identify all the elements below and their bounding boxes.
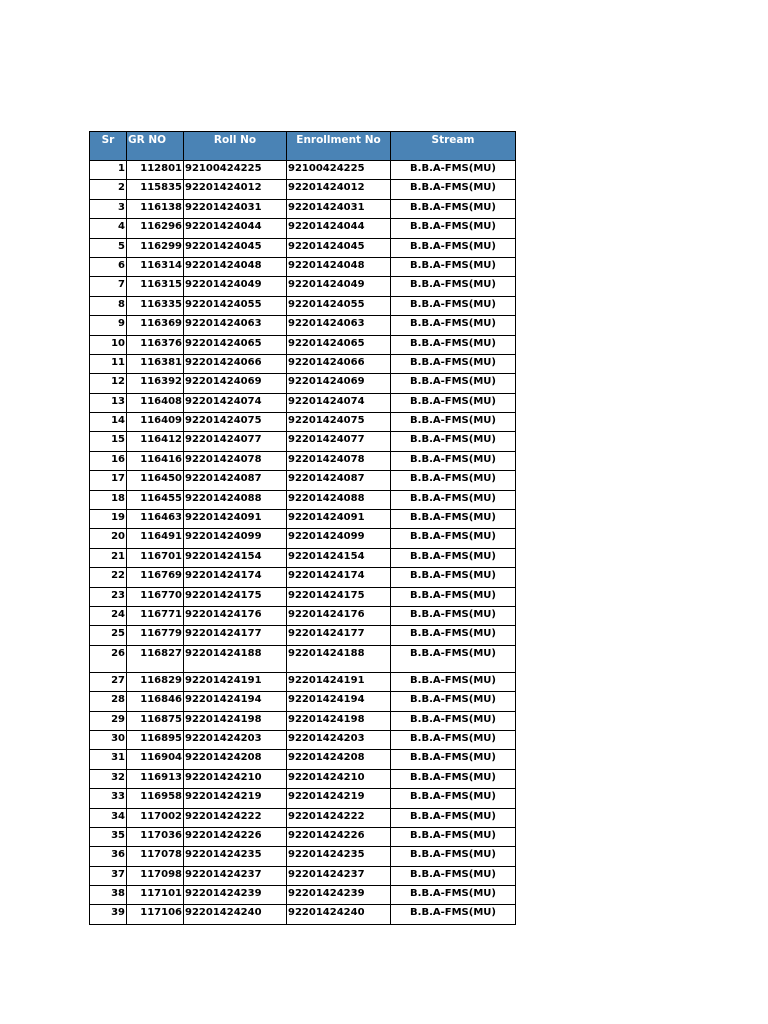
cell-sr: 15 [90,432,127,451]
cell-enrollment-no: 92201424239 [287,886,391,905]
cell-enrollment-no: 92201424240 [287,905,391,924]
cell-gr-no: 116875 [127,711,184,730]
cell-sr: 26 [90,645,127,672]
cell-sr: 23 [90,587,127,606]
cell-sr: 11 [90,354,127,373]
cell-stream: B.B.A-FMS(MU) [391,568,516,587]
cell-stream: B.B.A-FMS(MU) [391,335,516,354]
cell-gr-no: 117002 [127,808,184,827]
cell-roll-no: 92201424044 [184,219,287,238]
cell-stream: B.B.A-FMS(MU) [391,769,516,788]
cell-enrollment-no: 92201424012 [287,180,391,199]
table-row [90,490,516,509]
cell-roll-no: 92201424239 [184,886,287,905]
cell-stream: B.B.A-FMS(MU) [391,587,516,606]
cell-stream: B.B.A-FMS(MU) [391,847,516,866]
cell-stream: B.B.A-FMS(MU) [391,393,516,412]
cell-gr-no: 117101 [127,886,184,905]
cell-sr: 22 [90,568,127,587]
cell-roll-no: 92201424091 [184,510,287,529]
cell-stream: B.B.A-FMS(MU) [391,432,516,451]
cell-stream: B.B.A-FMS(MU) [391,238,516,257]
cell-roll-no: 92201424219 [184,789,287,808]
cell-enrollment-no: 92201424222 [287,808,391,827]
header-enrollment-no: Enrollment No [287,132,391,161]
table-row [90,672,516,691]
cell-enrollment-no: 92201424063 [287,316,391,335]
table-row [90,827,516,846]
cell-stream: B.B.A-FMS(MU) [391,886,516,905]
table-row [90,529,516,548]
header-gr-no: GR NO [127,132,184,161]
cell-stream: B.B.A-FMS(MU) [391,866,516,885]
cell-gr-no: 116376 [127,335,184,354]
cell-enrollment-no: 92201424045 [287,238,391,257]
cell-gr-no: 117106 [127,905,184,924]
cell-gr-no: 116829 [127,672,184,691]
cell-enrollment-no: 92201424203 [287,730,391,749]
cell-enrollment-no: 92201424055 [287,296,391,315]
cell-enrollment-no: 92201424099 [287,529,391,548]
cell-roll-no: 92201424188 [184,645,287,672]
cell-stream: B.B.A-FMS(MU) [391,692,516,711]
cell-sr: 12 [90,374,127,393]
cell-enrollment-no: 92201424074 [287,393,391,412]
cell-enrollment-no: 92201424198 [287,711,391,730]
table-row [90,238,516,257]
cell-stream: B.B.A-FMS(MU) [391,219,516,238]
table-row [90,866,516,885]
cell-enrollment-no: 92201424176 [287,606,391,625]
header-row [90,132,516,161]
cell-sr: 32 [90,769,127,788]
cell-sr: 5 [90,238,127,257]
cell-stream: B.B.A-FMS(MU) [391,161,516,180]
cell-sr: 38 [90,886,127,905]
cell-enrollment-no: 92201424154 [287,548,391,567]
cell-stream: B.B.A-FMS(MU) [391,606,516,625]
cell-stream: B.B.A-FMS(MU) [391,808,516,827]
cell-gr-no: 116314 [127,257,184,276]
cell-sr: 24 [90,606,127,625]
cell-enrollment-no: 92201424044 [287,219,391,238]
cell-stream: B.B.A-FMS(MU) [391,827,516,846]
table-row [90,750,516,769]
cell-sr: 8 [90,296,127,315]
cell-roll-no: 92201424099 [184,529,287,548]
table-row [90,374,516,393]
cell-gr-no: 116335 [127,296,184,315]
table-row [90,769,516,788]
cell-enrollment-no: 92201424077 [287,432,391,451]
cell-sr: 39 [90,905,127,924]
cell-enrollment-no: 92201424219 [287,789,391,808]
cell-gr-no: 116392 [127,374,184,393]
table-row [90,219,516,238]
cell-sr: 9 [90,316,127,335]
table-row [90,808,516,827]
cell-gr-no: 116771 [127,606,184,625]
cell-roll-no: 92201424045 [184,238,287,257]
cell-gr-no: 116846 [127,692,184,711]
cell-enrollment-no: 92201424237 [287,866,391,885]
cell-sr: 30 [90,730,127,749]
cell-roll-no: 92201424069 [184,374,287,393]
cell-stream: B.B.A-FMS(MU) [391,510,516,529]
cell-roll-no: 92201424176 [184,606,287,625]
cell-roll-no: 92201424191 [184,672,287,691]
cell-stream: B.B.A-FMS(MU) [391,257,516,276]
cell-roll-no: 92201424226 [184,827,287,846]
cell-sr: 31 [90,750,127,769]
cell-enrollment-no: 92201424066 [287,354,391,373]
cell-stream: B.B.A-FMS(MU) [391,750,516,769]
cell-roll-no: 92201424240 [184,905,287,924]
cell-sr: 16 [90,451,127,470]
cell-roll-no: 92201424203 [184,730,287,749]
cell-sr: 20 [90,529,127,548]
cell-stream: B.B.A-FMS(MU) [391,529,516,548]
cell-roll-no: 92201424235 [184,847,287,866]
cell-stream: B.B.A-FMS(MU) [391,789,516,808]
cell-roll-no: 92201424049 [184,277,287,296]
cell-sr: 33 [90,789,127,808]
table-row [90,606,516,625]
cell-roll-no: 92201424075 [184,413,287,432]
cell-roll-no: 92100424225 [184,161,287,180]
cell-enrollment-no: 92201424235 [287,847,391,866]
cell-gr-no: 116958 [127,789,184,808]
cell-gr-no: 116904 [127,750,184,769]
cell-enrollment-no: 92201424191 [287,672,391,691]
cell-roll-no: 92201424177 [184,626,287,645]
cell-stream: B.B.A-FMS(MU) [391,645,516,672]
cell-roll-no: 92201424175 [184,587,287,606]
cell-roll-no: 92201424078 [184,451,287,470]
cell-roll-no: 92201424222 [184,808,287,827]
table-row [90,905,516,924]
cell-roll-no: 92201424210 [184,769,287,788]
cell-gr-no: 117098 [127,866,184,885]
cell-gr-no: 117036 [127,827,184,846]
cell-sr: 36 [90,847,127,866]
cell-enrollment-no: 92201424210 [287,769,391,788]
cell-roll-no: 92201424074 [184,393,287,412]
cell-sr: 27 [90,672,127,691]
cell-gr-no: 116455 [127,490,184,509]
table-row [90,510,516,529]
cell-sr: 6 [90,257,127,276]
cell-gr-no: 116299 [127,238,184,257]
table-row [90,316,516,335]
cell-stream: B.B.A-FMS(MU) [391,354,516,373]
table-row [90,277,516,296]
cell-stream: B.B.A-FMS(MU) [391,490,516,509]
cell-gr-no: 116450 [127,471,184,490]
cell-sr: 4 [90,219,127,238]
cell-enrollment-no: 92201424194 [287,692,391,711]
cell-enrollment-no: 92201424208 [287,750,391,769]
cell-roll-no: 92201424198 [184,711,287,730]
cell-gr-no: 116827 [127,645,184,672]
cell-roll-no: 92201424063 [184,316,287,335]
cell-gr-no: 112801 [127,161,184,180]
cell-enrollment-no: 92100424225 [287,161,391,180]
table-row [90,161,516,180]
table-header [90,132,516,161]
table-row [90,335,516,354]
table-row [90,354,516,373]
cell-gr-no: 116416 [127,451,184,470]
cell-gr-no: 116895 [127,730,184,749]
cell-gr-no: 116779 [127,626,184,645]
cell-gr-no: 116769 [127,568,184,587]
cell-gr-no: 117078 [127,847,184,866]
cell-gr-no: 116409 [127,413,184,432]
cell-sr: 34 [90,808,127,827]
table-body [90,161,516,925]
cell-roll-no: 92201424237 [184,866,287,885]
cell-gr-no: 116315 [127,277,184,296]
cell-enrollment-no: 92201424226 [287,827,391,846]
cell-gr-no: 116412 [127,432,184,451]
cell-sr: 14 [90,413,127,432]
cell-roll-no: 92201424066 [184,354,287,373]
cell-sr: 29 [90,711,127,730]
table-row [90,471,516,490]
cell-stream: B.B.A-FMS(MU) [391,316,516,335]
cell-gr-no: 116770 [127,587,184,606]
cell-enrollment-no: 92201424188 [287,645,391,672]
cell-enrollment-no: 92201424078 [287,451,391,470]
cell-roll-no: 92201424154 [184,548,287,567]
cell-sr: 21 [90,548,127,567]
table-row [90,645,516,672]
cell-sr: 7 [90,277,127,296]
table-row [90,393,516,412]
cell-enrollment-no: 92201424049 [287,277,391,296]
cell-roll-no: 92201424065 [184,335,287,354]
cell-sr: 18 [90,490,127,509]
cell-enrollment-no: 92201424065 [287,335,391,354]
cell-sr: 1 [90,161,127,180]
cell-stream: B.B.A-FMS(MU) [391,711,516,730]
cell-sr: 13 [90,393,127,412]
cell-roll-no: 92201424087 [184,471,287,490]
table-row [90,789,516,808]
cell-gr-no: 115835 [127,180,184,199]
header-stream: Stream [391,132,516,161]
cell-stream: B.B.A-FMS(MU) [391,672,516,691]
cell-sr: 17 [90,471,127,490]
cell-stream: B.B.A-FMS(MU) [391,180,516,199]
cell-roll-no: 92201424012 [184,180,287,199]
cell-stream: B.B.A-FMS(MU) [391,905,516,924]
cell-sr: 28 [90,692,127,711]
cell-stream: B.B.A-FMS(MU) [391,451,516,470]
cell-enrollment-no: 92201424177 [287,626,391,645]
table-row [90,886,516,905]
cell-enrollment-no: 92201424075 [287,413,391,432]
cell-enrollment-no: 92201424087 [287,471,391,490]
cell-enrollment-no: 92201424088 [287,490,391,509]
table-row [90,180,516,199]
cell-gr-no: 116138 [127,199,184,218]
cell-enrollment-no: 92201424031 [287,199,391,218]
cell-sr: 25 [90,626,127,645]
table-row [90,432,516,451]
cell-enrollment-no: 92201424091 [287,510,391,529]
cell-stream: B.B.A-FMS(MU) [391,413,516,432]
header-sr: Sr [90,132,127,161]
cell-stream: B.B.A-FMS(MU) [391,626,516,645]
cell-enrollment-no: 92201424174 [287,568,391,587]
header-roll-no: Roll No [184,132,287,161]
cell-roll-no: 92201424048 [184,257,287,276]
cell-stream: B.B.A-FMS(MU) [391,548,516,567]
cell-gr-no: 116296 [127,219,184,238]
cell-sr: 35 [90,827,127,846]
cell-roll-no: 92201424194 [184,692,287,711]
cell-enrollment-no: 92201424048 [287,257,391,276]
table-row [90,199,516,218]
table-row [90,730,516,749]
cell-gr-no: 116913 [127,769,184,788]
cell-gr-no: 116491 [127,529,184,548]
table-row [90,257,516,276]
cell-roll-no: 92201424174 [184,568,287,587]
cell-stream: B.B.A-FMS(MU) [391,374,516,393]
table-row [90,847,516,866]
table-row [90,548,516,567]
cell-sr: 2 [90,180,127,199]
cell-sr: 37 [90,866,127,885]
cell-stream: B.B.A-FMS(MU) [391,199,516,218]
cell-roll-no: 92201424208 [184,750,287,769]
cell-sr: 19 [90,510,127,529]
table-row [90,568,516,587]
cell-stream: B.B.A-FMS(MU) [391,471,516,490]
student-table [89,131,516,925]
cell-roll-no: 92201424077 [184,432,287,451]
table-row [90,451,516,470]
cell-gr-no: 116408 [127,393,184,412]
table-row [90,692,516,711]
cell-gr-no: 116381 [127,354,184,373]
table-row [90,413,516,432]
cell-gr-no: 116369 [127,316,184,335]
cell-roll-no: 92201424031 [184,199,287,218]
cell-enrollment-no: 92201424069 [287,374,391,393]
cell-gr-no: 116701 [127,548,184,567]
table-row [90,587,516,606]
cell-stream: B.B.A-FMS(MU) [391,277,516,296]
cell-stream: B.B.A-FMS(MU) [391,730,516,749]
cell-roll-no: 92201424088 [184,490,287,509]
cell-sr: 10 [90,335,127,354]
cell-enrollment-no: 92201424175 [287,587,391,606]
table-row [90,626,516,645]
cell-roll-no: 92201424055 [184,296,287,315]
table-row [90,296,516,315]
cell-stream: B.B.A-FMS(MU) [391,296,516,315]
cell-gr-no: 116463 [127,510,184,529]
cell-sr: 3 [90,199,127,218]
table-row [90,711,516,730]
